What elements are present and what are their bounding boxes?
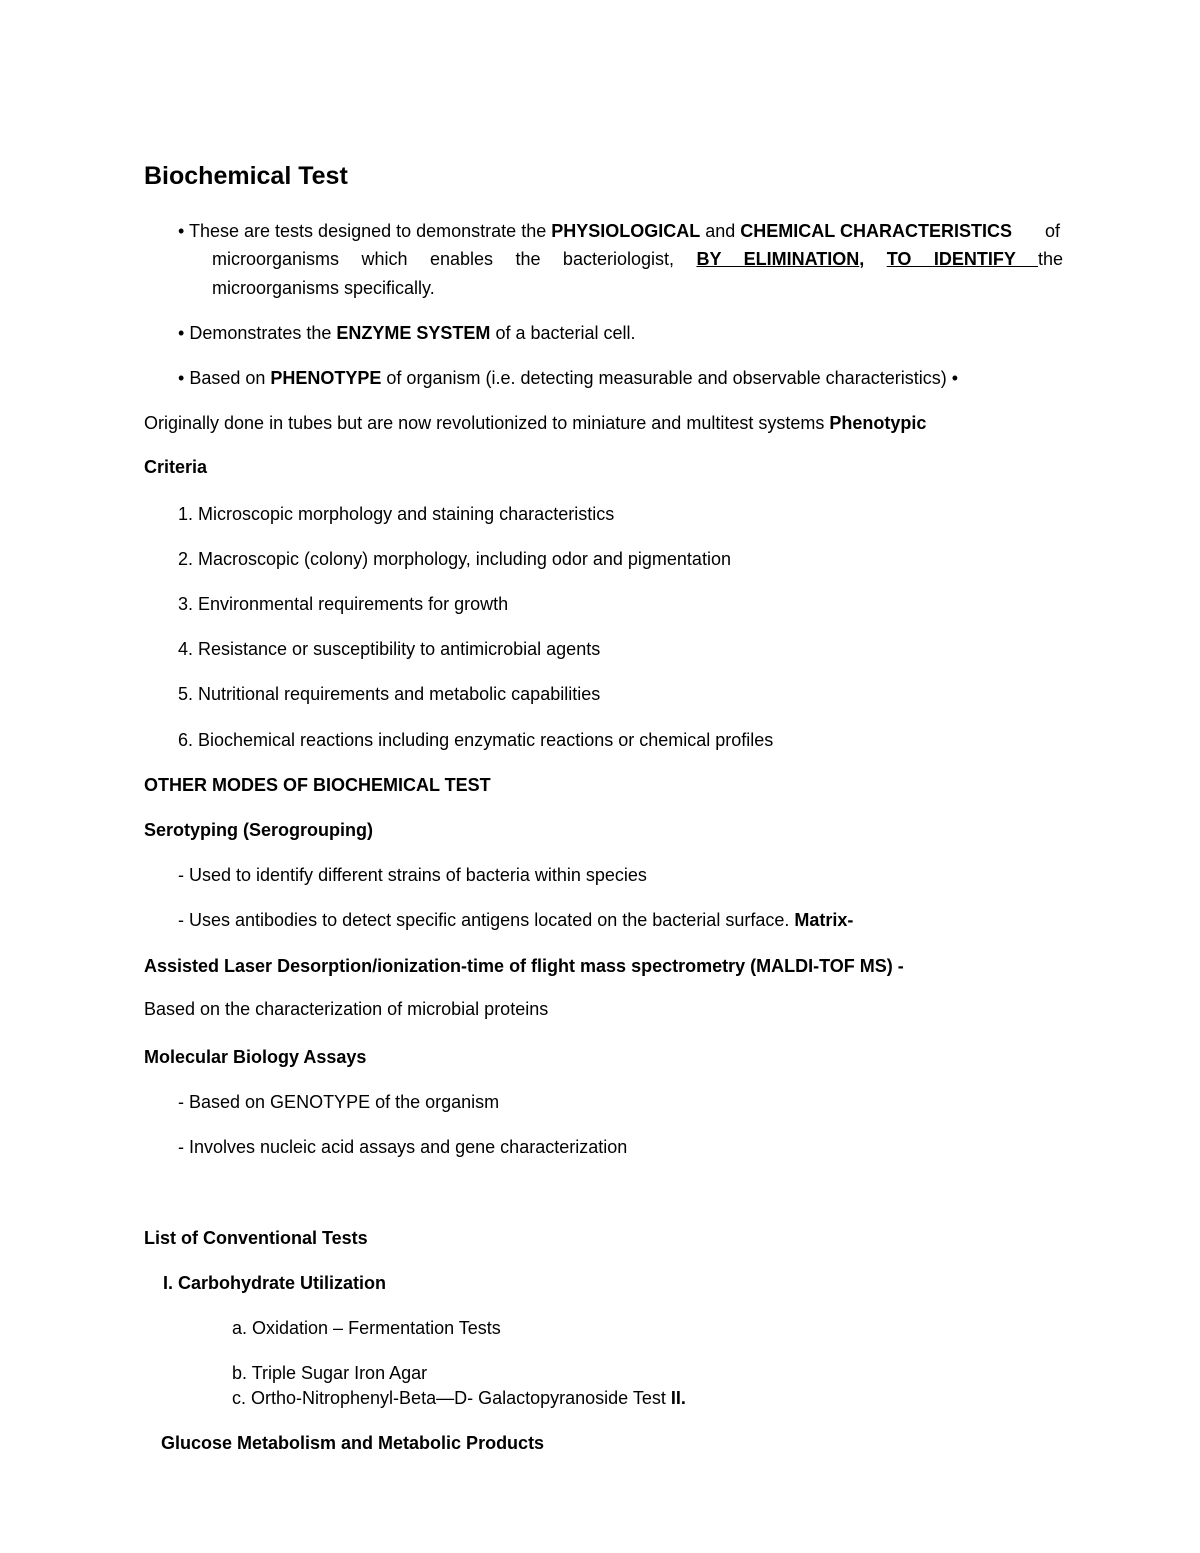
paragraph: Based on the characterization of microbial proteins [144,999,549,1019]
bullet-line [178,220,1012,242]
underlined-text: BY ELIMINATION [696,249,860,269]
dash-item: - Involves nucleic acid assays and gene characterization [178,1137,628,1157]
bullet-glyph: • [178,368,185,388]
list-text: Macroscopic (colony) morphology, including odor and pigmentation [193,549,731,569]
list-item [178,548,731,570]
text: Demonstrates the [189,323,337,343]
list-number: 2. [178,549,194,569]
bullet-line [178,367,958,389]
bold-text: PHENOTYPE [270,368,382,388]
text: - Uses antibodies to detect specific antigens located on the bacterial surface. [178,910,795,930]
text: the [1037,249,1064,269]
text: , [859,249,887,269]
section-heading: Molecular Biology Assays [144,1047,367,1067]
dash-item: - Used to identify different strains of bacteria within species [178,865,647,885]
bullet-line [178,322,636,344]
text: microorganisms which enables the bacteriologist, [212,249,697,269]
underlined-text: TO IDENTIFY [886,249,1038,269]
list-item: a. Oxidation – Fermentation Tests [232,1318,501,1338]
text: of a bacterial cell. [490,323,636,343]
list-text: Resistance or susceptibility to antimicrobial agents [193,639,601,659]
bold-text: Matrix- [794,910,854,930]
bold-text: ENZYME SYSTEM [336,323,491,343]
section-heading: List of Conventional Tests [144,1228,368,1248]
text: Originally done in tubes but are now revolutionized to miniature and multitest systems [144,413,830,433]
list-text: Environmental requirements for growth [193,594,509,614]
section-heading: Assisted Laser Desorption/ionization-time of flight mass spectrometry (MALDI-TOF MS) - [144,956,904,976]
bold-text: Phenotypic [829,413,927,433]
list-number: 1. [178,504,194,524]
bullet-glyph: • [178,221,185,241]
subsection-heading: I. Carbohydrate Utilization [163,1273,387,1293]
text: Based on [189,368,271,388]
section-heading: Criteria [144,457,208,477]
list-number: 6. [178,730,194,750]
text: of organism (i.e. detecting measurable and observable characteristics) • [381,368,959,388]
document-title: Biochemical Test [144,162,348,190]
subsection-heading: Glucose Metabolism and Metabolic Products [161,1433,545,1453]
text: These are tests designed to demonstrate the [189,221,552,241]
list-number: 4. [178,639,194,659]
bold-text: CHEMICAL CHARACTERISTICS [740,221,1012,241]
justified-line [212,248,1063,270]
list-text: Microscopic morphology and staining characteristics [193,504,615,524]
section-heading: Serotyping (Serogrouping) [144,820,373,840]
list-item: b. Triple Sugar Iron Agar [232,1363,428,1383]
text: and [700,221,741,241]
list-item [178,503,614,525]
list-item [178,638,600,660]
text: microorganisms specifically. [212,278,435,298]
list-text: Biochemical reactions including enzymatic reactions or chemical profiles [193,730,774,750]
text: of [1045,221,1061,241]
list-number: 5. [178,684,194,704]
section-heading: OTHER MODES OF BIOCHEMICAL TEST [144,775,491,795]
bold-text: II. [670,1388,686,1408]
list-item [232,1387,686,1409]
dash-item: - Based on GENOTYPE of the organism [178,1092,500,1112]
bullet-glyph: • [178,323,185,343]
bold-text: PHYSIOLOGICAL [551,221,701,241]
list-item [178,683,600,705]
list-number: 3. [178,594,194,614]
text: c. Ortho-Nitrophenyl-Beta—D- Galactopyranoside Test [232,1388,671,1408]
dash-item [178,909,853,931]
list-item [178,729,773,751]
list-item [178,593,508,615]
paragraph [144,412,926,434]
list-text: Nutritional requirements and metabolic capabilities [193,684,601,704]
